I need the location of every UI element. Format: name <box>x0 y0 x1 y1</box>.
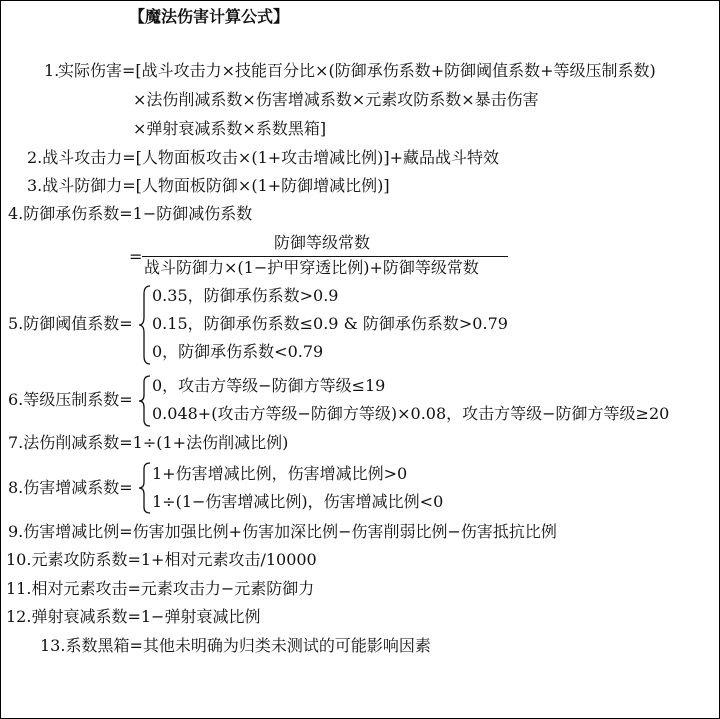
fraction-bar <box>142 256 508 257</box>
formula-4-line-1: 4.防御承伤系数=1−防御减伤系数 <box>8 204 253 223</box>
formula-4-numerator: 防御等级常数 <box>274 233 371 252</box>
formula-10: 10.元素攻防系数=1+相对元素攻击/10000 <box>6 550 317 569</box>
formula-5-case-3: 0，防御承伤系数<0.79 <box>152 342 324 361</box>
formula-6-label: 6.等级压制系数= <box>8 390 133 409</box>
page-title: 【魔法伤害计算公式】 <box>129 7 290 26</box>
formula-12: 12.弹射衰减系数=1−弹射衰减比例 <box>6 607 261 626</box>
formula-9: 9.伤害增减比例=伤害加强比例+伤害加深比例−伤害削弱比例−伤害抵抗比例 <box>8 522 557 541</box>
formula-11: 11.相对元素攻击=元素攻击力−元素防御力 <box>6 579 315 598</box>
formula-6-brace <box>138 374 152 428</box>
formula-1-line-1: 实际伤害=[战斗攻击力×技能百分比×(防御承伤系数+防御阈值系数+等级压制系数) <box>58 61 656 80</box>
formula-6-case-2: 0.048+(攻击方等级−防御方等级)×0.08，攻击方等级−防御方等级≥20 <box>152 404 670 423</box>
formula-2: 2.战斗攻击力=[人物面板攻击×(1+攻击增减比例)]+藏品战斗特效 <box>27 148 500 167</box>
formula-5-brace <box>138 284 152 366</box>
formula-1-line-2: ×法伤削减系数×伤害增减系数×元素攻防系数×暴击伤害 <box>133 90 539 109</box>
formula-5-case-2: 0.15，防御承伤系数≤0.9 & 防御承伤系数>0.79 <box>152 314 508 333</box>
formula-8-case-2: 1÷(1−伤害增减比例)，伤害增减比例<0 <box>152 492 444 511</box>
formula-6-case-1: 0，攻击方等级−防御方等级≤19 <box>152 376 386 395</box>
formula-1-line-3: ×弹射衰减系数×系数黑箱] <box>133 119 327 138</box>
formula-4-denominator: 战斗防御力×(1−护甲穿透比例)+防御等级常数 <box>144 258 479 277</box>
formula-4-equals: = <box>129 247 143 266</box>
formula-8-case-1: 1+伤害增减比例，伤害增减比例>0 <box>152 464 408 483</box>
formula-3: 3.战斗防御力=[人物面板防御×(1+防御增减比例)] <box>27 176 390 195</box>
formula-5-label: 5.防御阈值系数= <box>8 314 133 333</box>
formula-8-label: 8.伤害增减系数= <box>8 478 133 497</box>
formula-13: 13.系数黑箱=其他未明确为归类未测试的可能影响因素 <box>40 636 431 655</box>
formula-5-case-1: 0.35，防御承伤系数>0.9 <box>152 286 339 305</box>
formula-8-brace <box>138 461 152 515</box>
formula-1-number: 1. <box>44 61 60 80</box>
formula-7: 7.法伤削减系数=1÷(1+法伤削减比例) <box>8 433 289 452</box>
